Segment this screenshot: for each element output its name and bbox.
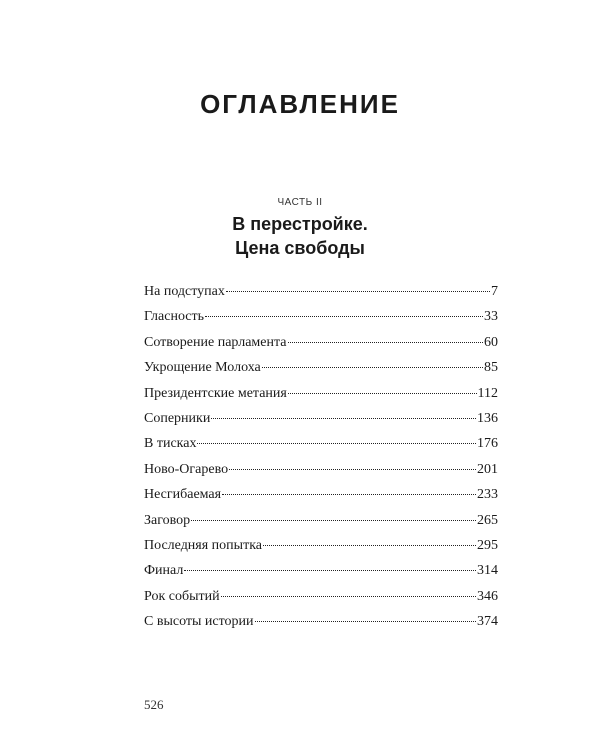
- part-title-line-2: Цена свободы: [235, 238, 365, 258]
- dot-leader: [288, 393, 477, 394]
- toc-entry-page: 295: [477, 537, 498, 553]
- toc-entry-title: Ново-Огарево: [144, 461, 229, 477]
- toc-entry-title: Президентские метания: [144, 385, 287, 401]
- toc-entry[interactable]: [144, 561, 498, 586]
- toc-entry[interactable]: [144, 333, 498, 358]
- toc-entry-page: 176: [477, 436, 498, 452]
- toc-entry-title: Заговор: [144, 512, 191, 528]
- dot-leader: [288, 342, 484, 343]
- toc-entry-page: 201: [477, 461, 498, 477]
- toc-entry-page: 374: [477, 614, 498, 630]
- toc-entry[interactable]: [144, 409, 498, 434]
- dot-leader: [211, 418, 476, 419]
- dot-leader: [229, 469, 476, 470]
- toc-entry-page: 136: [477, 410, 498, 426]
- toc-entry-page: 265: [477, 512, 498, 528]
- toc-entry-title: На подступах: [144, 284, 225, 299]
- page-title: ОГЛАВЛЕНИЕ: [200, 89, 400, 119]
- dot-leader: [221, 596, 476, 597]
- toc-entry[interactable]: [144, 612, 498, 637]
- toc-entry-title: Соперники: [144, 410, 211, 426]
- toc-entry-title: Укрощение Молоха: [144, 360, 261, 376]
- page-number: 526: [144, 697, 164, 712]
- toc-entry-title: Рок событий: [144, 588, 220, 604]
- toc-entry-page: 33: [484, 309, 498, 325]
- toc-entry-page: 112: [477, 385, 498, 401]
- toc-entry[interactable]: [144, 485, 498, 510]
- dot-leader: [197, 443, 476, 444]
- toc-entry-title: Последняя попытка: [144, 537, 262, 553]
- toc-entry[interactable]: [144, 460, 498, 485]
- toc-entry[interactable]: [144, 434, 498, 459]
- toc-entry-page: 7: [491, 284, 498, 299]
- toc-entry-page: 60: [484, 334, 498, 350]
- toc-entry-page: 233: [477, 487, 498, 503]
- part-label: ЧАСТЬ II: [277, 197, 323, 208]
- toc-entry[interactable]: [144, 536, 498, 561]
- dot-leader: [226, 291, 490, 292]
- toc-entry[interactable]: [144, 358, 498, 383]
- toc-entry-title: Несгибаемая: [144, 487, 222, 503]
- dot-leader: [263, 545, 476, 546]
- toc-entry[interactable]: [144, 307, 498, 332]
- toc-entry[interactable]: [144, 282, 498, 307]
- dot-leader: [184, 570, 476, 571]
- toc-entry-page: 85: [484, 360, 498, 376]
- dot-leader: [255, 621, 476, 622]
- toc-entry-page: 314: [477, 563, 498, 579]
- dot-leader: [205, 316, 483, 317]
- part-title-line-1: В перестройке.: [232, 214, 368, 234]
- table-of-contents: [144, 282, 498, 637]
- toc-entry[interactable]: [144, 587, 498, 612]
- toc-entry[interactable]: [144, 384, 498, 409]
- dot-leader: [191, 520, 476, 521]
- toc-entry-title: В тисках: [144, 436, 197, 452]
- toc-entry-page: 346: [477, 588, 498, 604]
- toc-entry-title: С высоты истории: [144, 614, 254, 630]
- dot-leader: [262, 367, 483, 368]
- toc-entry-title: Финал: [144, 563, 184, 579]
- toc-entry-title: Сотворение парламента: [144, 334, 287, 350]
- dot-leader: [222, 494, 476, 495]
- toc-entry-title: Гласность: [144, 309, 205, 325]
- toc-entry[interactable]: [144, 511, 498, 536]
